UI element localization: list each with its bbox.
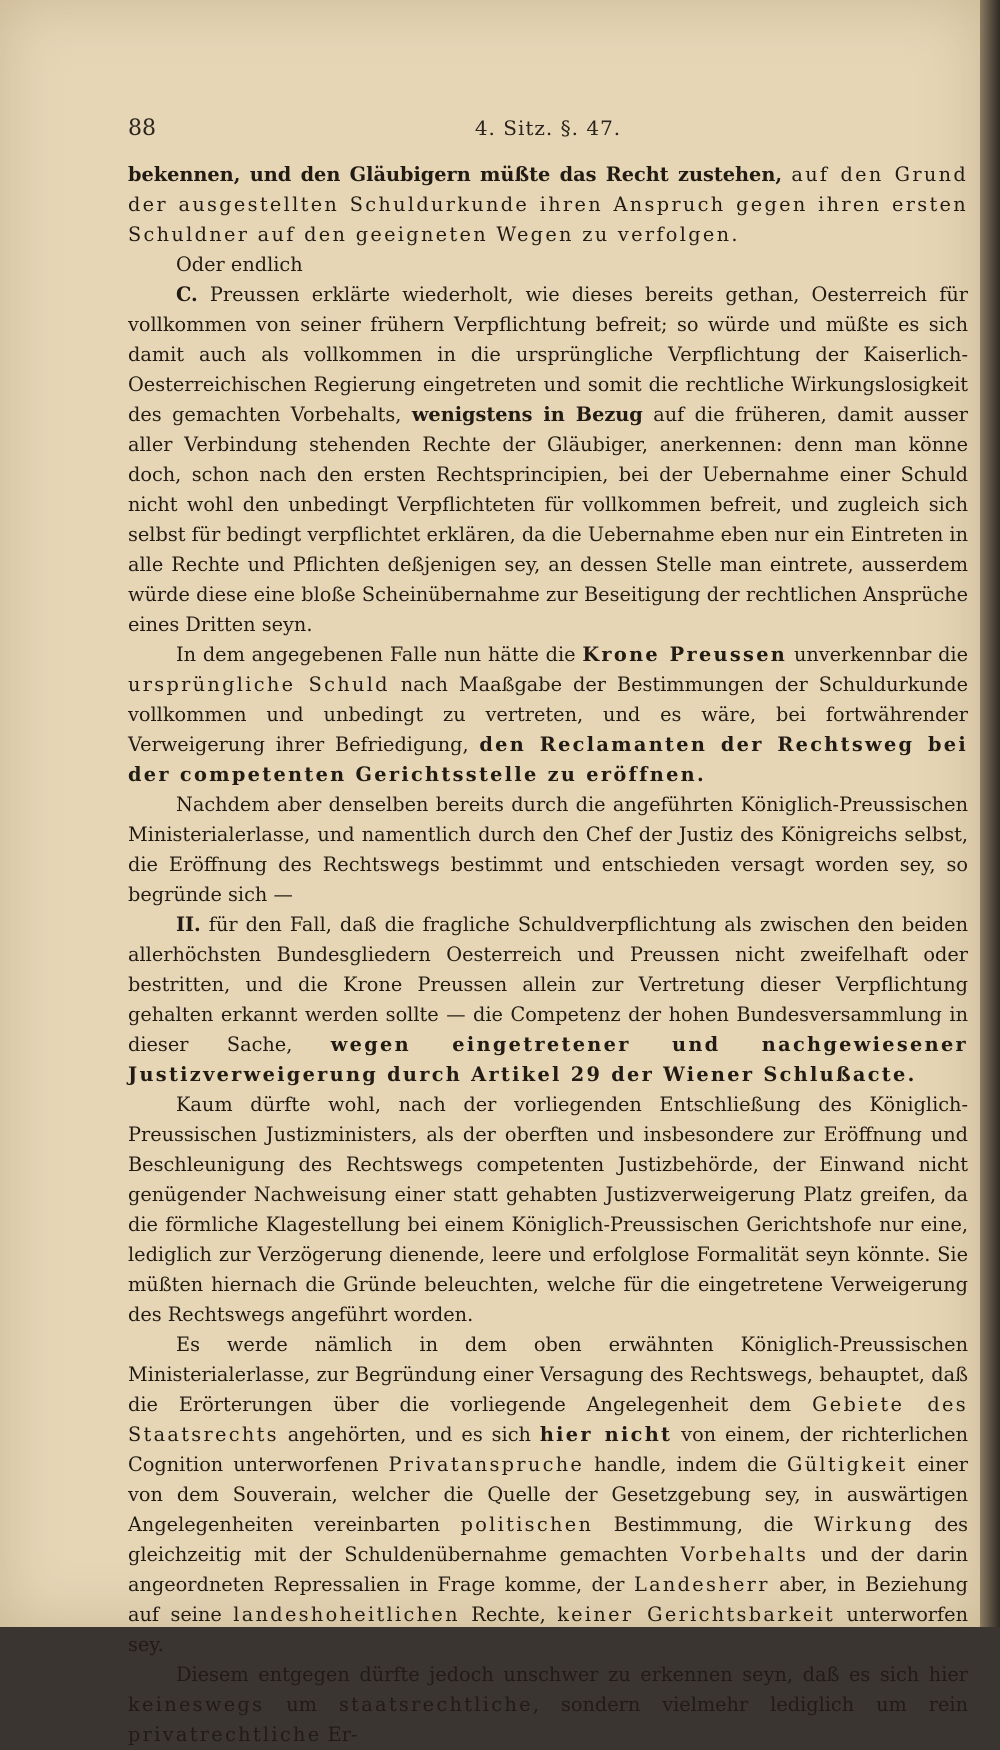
text-span: den Reclamanten der Rechtsweg bei der competenten Gerichtsstelle zu eröffnen.	[128, 733, 969, 786]
paragraph-1	[128, 160, 968, 250]
paragraph-9	[128, 1660, 968, 1750]
text-span: des gleichzeitig mit der Schuldenübernahme gemachten	[128, 1513, 968, 1566]
text-span: In dem angegebenen Falle nun hätte die	[176, 643, 583, 666]
text-span: bekennen, und den Gläubigern müßte das Recht zustehen,	[128, 163, 792, 186]
paragraph-5	[128, 790, 968, 910]
text-span: unterworfen sey.	[128, 1603, 968, 1656]
paragraph-8	[128, 1330, 968, 1660]
text-span: und der darin angeordneten Repressalien in Frage komme, der	[128, 1543, 968, 1596]
paragraph-2	[128, 250, 968, 280]
paragraph-4	[128, 640, 968, 790]
running-head: 4. Sitz. §. 47.	[474, 116, 622, 140]
text-span: keineswegs	[128, 1693, 265, 1716]
text-span: Gebiete des Staatsrechts	[128, 1393, 968, 1446]
text-span: einer von dem Souverain, welcher die Quelle der Gesetzgebung sey, in auswärtigen Angelegenheiten vereinbarten	[128, 1453, 968, 1536]
text-span: von einem, der richterlichen Cognition unterworfenen	[128, 1423, 968, 1476]
text-span: auf den Grund der ausgestellten Schuldurkunde ihren Anspruch gegen ihren ersten Schuldner auf den geeigneten Wegen zu verfolgen.	[128, 163, 969, 246]
text-span: Gültigkeit	[786, 1453, 908, 1476]
text-span: Diesem entgegen dürfte jedoch unschwer zu erkennen seyn, daß es sich hier	[176, 1663, 968, 1686]
text-span: angehörten, und es sich	[278, 1423, 540, 1446]
text-span: staatsrechtliche	[338, 1693, 533, 1716]
paragraph-3	[128, 280, 968, 640]
page-header	[128, 116, 968, 146]
text-span: Privatanspruche	[388, 1453, 585, 1476]
text-span: Bestimmung, die	[593, 1513, 814, 1536]
page-number: 88	[128, 116, 156, 141]
text-span: unverkennbar die	[787, 643, 969, 666]
text-span: Oder endlich	[176, 253, 303, 276]
text-span: landeshoheitlichen	[233, 1603, 460, 1626]
text-span: Kaum dürfte wohl, nach der vorliegenden Entschließung des Königlich-Preussischen Justizministers, als der oberften und insbesondere zur Eröffnung und Beschleunigung des Rechtswegs competenten Justizbehörde, der Einwand nicht genügender Nachweisung einer statt gehabten Justizverweigerung Platz greifen, da die förmliche Klagestellung bei einem Königlich-Preussischen Gerichtshofe nur eine, lediglich zur Verzögerung dienende, leere und erfolglose Formalität seyn könnte. Sie müßten hiernach die Gründe beleuchten, welche für die eingetretene Verweigerung des Rechtswegs angeführt worden.	[128, 1093, 968, 1326]
book-edge	[980, 0, 1000, 1627]
section-label: C.	[176, 283, 198, 306]
text-span: , sondern vielmehr lediglich um rein	[532, 1693, 968, 1716]
text-span: Krone Preussen	[582, 643, 788, 666]
text-span: handle, indem die	[584, 1453, 787, 1476]
text-span: für den Fall, daß die fragliche Schuldverpflichtung als zwischen den beiden allerhöchsten Bundesgliedern Oesterreich und Preussen nicht zweifelhaft oder bestritten, und die Krone Preussen allein zur Vertretung dieser Verpflichtung gehalten erkannt werden sollte — die Competenz der hohen Bundesversammlung in dieser Sache,	[128, 913, 968, 1056]
text-span: privatrechtliche	[128, 1723, 322, 1746]
text-span: nach Maaßgabe der Bestimmungen der Schuldurkunde vollkommen und unbedingt zu vertreten, und es wäre, bei fortwährender Verweigerung ihrer Befriedigung,	[128, 673, 968, 756]
text-span: keiner Gerichtsbarkeit	[557, 1603, 836, 1626]
text-span: Landesherr	[633, 1573, 770, 1596]
body-text	[128, 160, 969, 1746]
paragraph-7	[128, 1090, 968, 1330]
text-span: wenigstens in Bezug	[411, 403, 643, 426]
text-span: Preussen erklärte wiederholt, wie dieses bereits gethan, Oesterreich für vollkommen von seiner frühern Verpflichtung befreit; so würde und müßte es sich damit auch als vollkommen in die ursprüngliche Verpflichtung der Kaiserlich-Oesterreichischen Regierung eingetreten und somit die rechtliche Wirkungslosigkeit des gemachten Vorbehalts,	[128, 283, 968, 426]
text-span: ursprüngliche Schuld	[128, 673, 390, 696]
text-span: Es werde nämlich in dem oben erwähnten Königlich-Preussischen Ministerialerlasse, zur Begründung einer Versagung des Rechtswegs, behauptet, daß die Erörterungen über die vorliegende Angelegenheit dem	[128, 1333, 968, 1416]
section-label: II.	[176, 913, 201, 936]
text-span: aber, in Beziehung auf seine	[128, 1573, 969, 1626]
text-span: auf die früheren, damit ausser aller Verbindung stehenden Rechte der Gläubiger, anerkennen: denn man könne doch, schon nach den ersten Rechtsprincipien, bei der Uebernahme einer Schuld nicht wohl den unbedingt Verpflichteten für vollkommen befreit, und zugleich sich selbst für bedingt verpflichtet erklären, da die Uebernahme eben nur ein Eintreten in alle Rechte und Pflichten deßjenigen sey, an dessen Stelle man eintrete, ausserdem würde diese eine bloße Scheinübernahme zur Beseitigung der rechtlichen Ansprüche eines Dritten seyn.	[128, 403, 969, 636]
text-span: Nachdem aber denselben bereits durch die angeführten Königlich-Preussischen Ministerialerlasse, und namentlich durch den Chef der Justiz des Königreichs selbst, die Eröffnung des Rechtswegs bestimmt und entschieden versagt worden sey, so begründe sich —	[128, 793, 968, 906]
text-span: wegen eingetretener und nachgewiesener Justizverweigerung durch Artikel 29 der Wiener Schlußacte.	[128, 1033, 968, 1086]
text-span: hier nicht	[539, 1423, 673, 1446]
text-span: Wirkung	[813, 1513, 914, 1536]
text-span: Er-	[321, 1723, 358, 1746]
text-span: politischen	[460, 1513, 594, 1536]
paragraph-6	[128, 910, 968, 1090]
text-span: um	[264, 1693, 339, 1716]
text-span: Vorbehalts	[680, 1543, 809, 1566]
text-span: Rechte,	[459, 1603, 558, 1626]
